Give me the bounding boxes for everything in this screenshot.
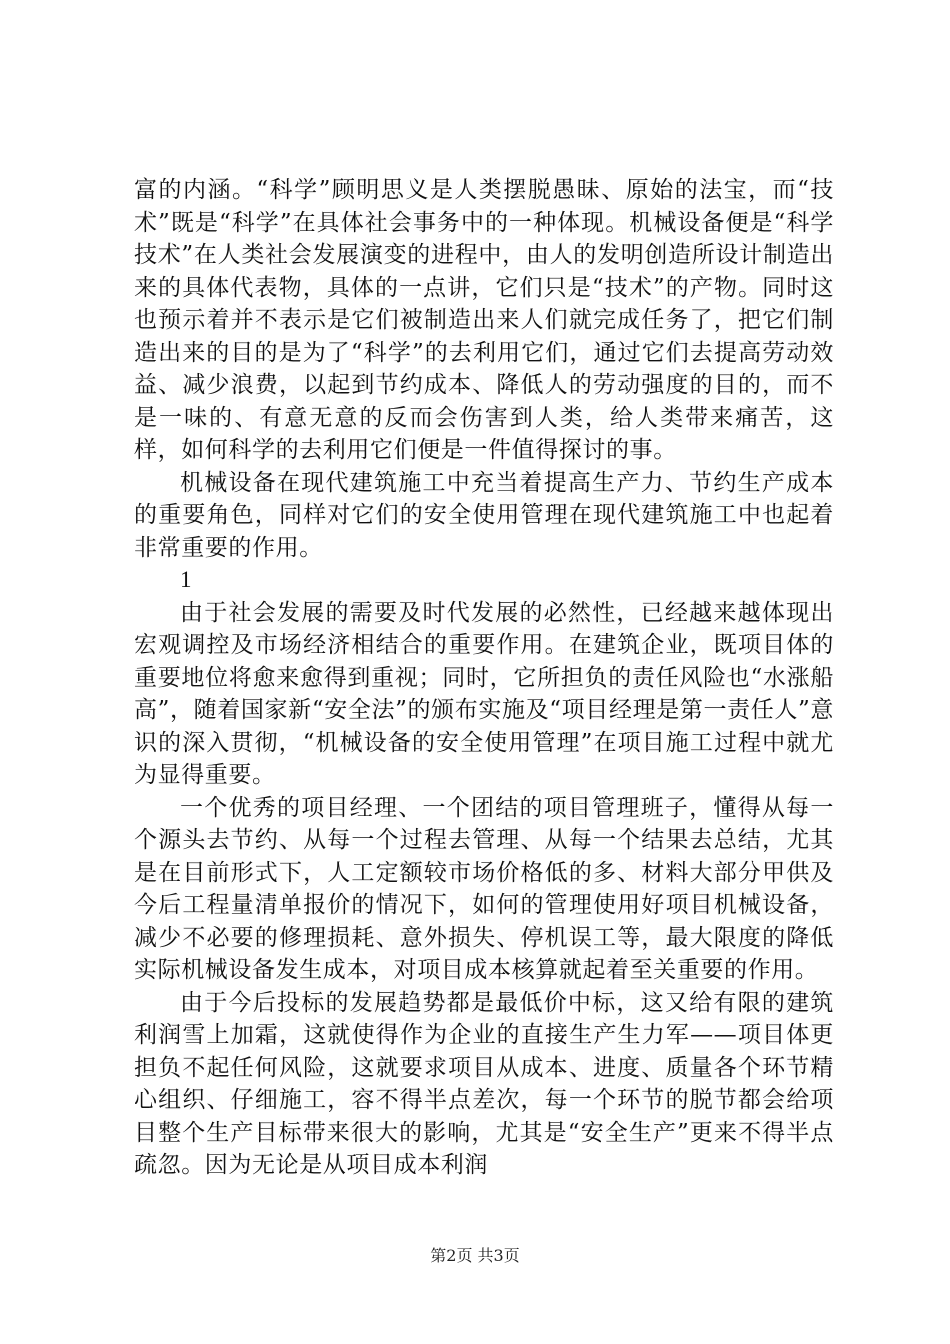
page-footer: 第2页 共3页	[430, 1246, 520, 1265]
document-body	[134, 174, 834, 1182]
paragraph-5: 一个优秀的项目经理、一个团结的项目管理班子，懂得从每一个源头去节约、从每一个过程去管理、从每一个结果去总结，尤其是在目前形式下，人工定额较市场价格低的多、材料大部分甲供及今后工程量清单报价的情况下，如何的管理使用好项目机械设备，减少不必要的修理损耗、意外损失、停机误工等，最大限度的降低实际机械设备发生成本，对项目成本核算就起着至关重要的作用。	[134, 794, 834, 983]
paragraph-1: 富的内涵。“科学”顾明思义是人类摆脱愚昧、原始的法宝，而“技术”既是“科学”在具体社会事务中的一种体现。机械设备便是“科学技术”在人类社会发展演变的进程中，由人的发明创造所设计制造出来的具体代表物，具体的一点讲，它们只是“技术”的产物。同时这也预示着并不表示是它们被制造出来人们就完成任务了，把它们制造出来的目的是为了“科学”的去利用它们，通过它们去提高劳动效益、减少浪费，以起到节约成本、降低人的劳动强度的目的，而不是一味的、有意无意的反而会伤害到人类，给人类带来痛苦，这样，如何科学的去利用它们便是一件值得探讨的事。	[134, 177, 834, 463]
paragraph-4: 由于社会发展的需要及时代发展的必然性，已经越来越体现出宏观调控及市场经济相结合的重要作用。在建筑企业，既项目体的重要地位将愈来愈得到重视；同时，它所担负的责任风险也“水涨船高”，随着国家新“安全法”的颁布实施及“项目经理是第一责任人”意识的深入贯彻，“机械设备的安全使用管理”在项目施工过程中就尤为显得重要。	[134, 599, 834, 788]
paragraph-3: 1	[180, 567, 193, 592]
paragraph-6: 由于今后投标的发展趋势都是最低价中标，这又给有限的建筑利润雪上加霜，这就使得作为企业的直接生产生力军——项目体更担负不起任何风险，这就要求项目从成本、进度、质量各个环节精心组织、仔细施工，容不得半点差次，每一个环节的脱节都会给项目整个生产目标带来很大的影响，尤其是“安全生产”更来不得半点疏忽。因为无论是从项目成本利润	[134, 989, 834, 1178]
paragraph-2: 机械设备在现代建筑施工中充当着提高生产力、节约生产成本的重要角色，同样对它们的安全使用管理在现代建筑施工中也起着非常重要的作用。	[134, 469, 834, 561]
